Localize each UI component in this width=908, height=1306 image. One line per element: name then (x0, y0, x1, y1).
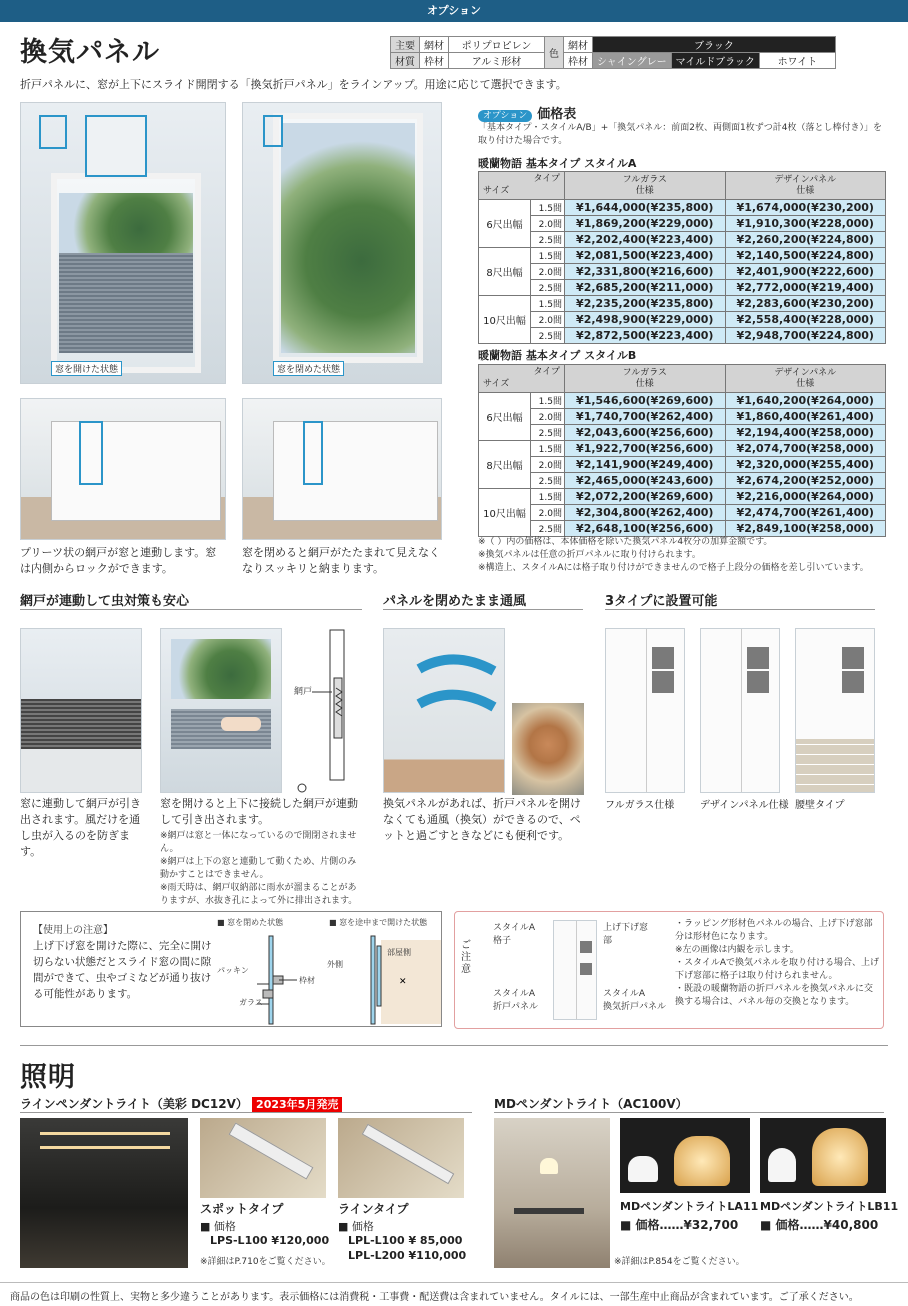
line-pendant-title-row (20, 1095, 472, 1113)
table-a-title: 暖蘭物語 基本タイプ スタイルA (478, 157, 637, 170)
frame-label: 枠材 (299, 976, 315, 985)
full-glass-price: ¥2,331,800(¥216,600) (565, 264, 726, 280)
spec-main: 主要 (391, 37, 420, 53)
net-note: ※網戸は窓と一体になっているので開閉されません。 (160, 831, 357, 854)
photo-spot-type (200, 1118, 326, 1198)
caution-a-fold: スタイルA 折戸パネル (493, 989, 539, 1012)
glass-label: ガラス (239, 998, 263, 1007)
md-pendant-title: MDペンダントライト（AC100V） (494, 1095, 884, 1113)
table-row (479, 489, 886, 505)
spec-net-material: ポリプロピレン (449, 37, 545, 53)
width-cell: 2.0間 (531, 505, 565, 521)
section-bar: オプション (0, 0, 908, 22)
full-glass-price: ¥2,648,100(¥256,600) (565, 521, 726, 537)
caution-note: ※左の画像は内観を示します。 (675, 945, 799, 955)
md-detail-note: ※詳細はP.854をご覧ください。 (614, 1257, 745, 1267)
caption-open: プリーツ状の網戸が窓と連動します。窓は内側からロックができます。 (20, 546, 217, 575)
design-panel-header: デザインパネル 仕様 (725, 365, 886, 393)
table-row (479, 441, 886, 457)
footnote: ※換気パネルは任意の折戸パネルに取り付けられます。 (478, 550, 701, 560)
width-cell: 2.5間 (531, 425, 565, 441)
line-pendant-title: ラインペンダントライト（美彩 DC12V） (20, 1097, 248, 1111)
caution-upper: 上げ下げ窓 部 (603, 923, 649, 946)
design-panel-price: ¥2,194,400(¥258,000) (725, 425, 886, 441)
photo-dog (512, 703, 584, 795)
table-row (479, 200, 886, 216)
line-price-label: ■ 価格 (338, 1220, 374, 1233)
table-row (479, 264, 886, 280)
caption-ventilation: 換気パネルがあれば、折戸パネルを開けなくても通風（換気）ができるので、ペットと過ごすときなどにも便利です。 (383, 797, 581, 842)
size-header: サイズ (483, 379, 510, 389)
width-cell: 1.5間 (531, 489, 565, 505)
width-cell: 2.0間 (531, 457, 565, 473)
width-cell: 1.5間 (531, 248, 565, 264)
photo-net-window (20, 628, 142, 793)
full-glass-header: フルガラス 仕様 (565, 365, 726, 393)
full-glass-price: ¥2,304,800(¥262,400) (565, 505, 726, 521)
photo-window-open (20, 102, 226, 384)
full-glass-price: ¥2,202,400(¥223,400) (565, 232, 726, 248)
full-glass-price: ¥2,072,200(¥269,600) (565, 489, 726, 505)
photo-sunroom-open (20, 398, 226, 540)
design-panel-price: ¥2,401,900(¥222,600) (725, 264, 886, 280)
full-glass-price: ¥2,465,000(¥243,600) (565, 473, 726, 489)
md-lb11-label: MDペンダントライトLB11 (760, 1200, 899, 1213)
table-row (479, 409, 886, 425)
table-row (479, 232, 886, 248)
line-type-label: ラインタイプ (338, 1202, 409, 1216)
divider (20, 1045, 888, 1046)
net-note: ※網戸は上下の窓と連動して動くため、片側のみ動かすことはできません。 (160, 857, 357, 880)
type-label-full: フルガラス仕様 (605, 800, 675, 811)
full-glass-price: ¥2,235,200(¥235,800) (565, 296, 726, 312)
width-cell: 2.0間 (531, 264, 565, 280)
md-la11-label: MDペンダントライトLA11 (620, 1200, 759, 1213)
footnote: ※構造上、スタイルAには格子取り付けができませんので格子上段分の価格を差し引いています。 (478, 563, 869, 573)
width-cell: 2.5間 (531, 521, 565, 537)
size-cell: 6尺出幅 (479, 393, 531, 441)
spec-net2: 網材 (564, 37, 593, 53)
size-header: サイズ (483, 186, 510, 196)
line-detail-note: ※詳細はP.710をご覧ください。 (200, 1257, 331, 1267)
caption-closed: 窓を閉めると網戸がたたまれて見えなくなりスッキリと納まります。 (242, 546, 440, 575)
feature-title-net: 網戸が連動して虫対策も安心 (20, 590, 362, 610)
table-row (479, 393, 886, 409)
price-table-a (478, 171, 886, 344)
design-panel-price: ¥2,772,000(¥219,400) (725, 280, 886, 296)
lighting-title: 照明 (20, 1062, 76, 1093)
table-row (479, 248, 886, 264)
photo-type-wainscot (795, 628, 875, 793)
price-footnotes (478, 536, 898, 575)
size-cell: 10尺出幅 (479, 489, 531, 537)
table-row (479, 521, 886, 537)
color-shine-gray: シャイングレー (593, 53, 672, 69)
spec-frame2: 枠材 (564, 53, 593, 69)
full-glass-price: ¥2,043,600(¥256,600) (565, 425, 726, 441)
spec-net: 網材 (420, 37, 449, 53)
net-section-diagram (292, 628, 362, 793)
md-lb11-price: ■ 価格……¥40,800 (760, 1218, 879, 1232)
design-panel-price: ¥1,674,000(¥230,200) (725, 200, 886, 216)
feature-title-types: 3タイプに設置可能 (605, 590, 875, 610)
photo-line-type (338, 1118, 464, 1198)
net-note: ※雨天時は、網戸収納部に雨水が溜まることがありますが、水抜き孔によって外に排出されます。 (160, 883, 358, 906)
width-cell: 2.5間 (531, 473, 565, 489)
caution-a-grid: スタイルA 格子 (493, 923, 535, 946)
width-cell: 2.5間 (531, 232, 565, 248)
spec-net-color: ブラック (593, 37, 836, 53)
design-panel-price: ¥1,910,300(¥228,000) (725, 216, 886, 232)
photo-type-design-panel (700, 628, 780, 793)
usage-note-box (20, 911, 442, 1027)
spot-price-label: ■ 価格 (200, 1220, 236, 1233)
caution-box (454, 911, 884, 1029)
md-la11-price: ■ 価格……¥32,700 (620, 1218, 739, 1232)
full-glass-price: ¥1,869,200(¥229,000) (565, 216, 726, 232)
width-cell: 1.5間 (531, 200, 565, 216)
caution-label: ご注意 (461, 940, 471, 975)
spot-type-label: スポットタイプ (200, 1202, 284, 1216)
full-glass-price: ¥1,740,700(¥262,400) (565, 409, 726, 425)
price-note: 「基本タイプ・スタイルA/B」+「換気パネル：前面2枚、両側面1枚ずつ計4枚（落とし棒付き）」を取り付けた場合です。 (478, 123, 882, 146)
type-header: タイプ (533, 367, 560, 377)
design-panel-price: ¥1,640,200(¥264,000) (725, 393, 886, 409)
caution-door-image (553, 920, 597, 1020)
svg-text:✕: ✕ (399, 977, 407, 987)
photo-line-pendant-room (20, 1118, 188, 1268)
spot-price: LPS-L100 ¥120,000 (210, 1234, 330, 1247)
diagram1-title: ■ 窓を閉めた状態 (217, 918, 284, 927)
footnote: ※（ ）内の価格は、本体価格を除いた換気パネル4枚分の加算金額です。 (478, 537, 773, 547)
table-row (479, 280, 886, 296)
table-row (479, 425, 886, 441)
type-label-design: デザインパネル仕様 (700, 800, 789, 811)
table-row (479, 328, 886, 344)
intro-text: 折戸パネルに、窓が上下にスライド開閉する「換気折戸パネル」をラインアップ。用途に応じて選択できます。 (20, 78, 567, 91)
table-row (479, 296, 886, 312)
design-panel-price: ¥2,474,700(¥261,400) (725, 505, 886, 521)
design-panel-price: ¥2,558,400(¥228,000) (725, 312, 886, 328)
size-cell: 6尺出幅 (479, 200, 531, 248)
spec-frame: 枠材 (420, 53, 449, 69)
design-panel-price: ¥1,860,400(¥261,400) (725, 409, 886, 425)
design-panel-price: ¥2,140,500(¥224,800) (725, 248, 886, 264)
caution-note: ・既設の暖蘭物語の折戸パネルを換気パネルに交換する場合は、パネル毎の交換となります。 (675, 984, 874, 1007)
width-cell: 1.5間 (531, 441, 565, 457)
design-panel-price: ¥2,283,600(¥230,200) (725, 296, 886, 312)
width-cell: 2.0間 (531, 216, 565, 232)
caution-notes (675, 918, 879, 1009)
spec-frame-material: アルミ形材 (449, 53, 545, 69)
price-title: 価格表 (537, 107, 577, 122)
closed-state-label: 窓を閉めた状態 (273, 361, 344, 376)
type-label-wainscot: 腰壁タイプ (795, 800, 845, 811)
width-cell: 2.5間 (531, 328, 565, 344)
type-header: タイプ (533, 174, 560, 184)
size-cell: 10尺出幅 (479, 296, 531, 344)
width-cell: 1.5間 (531, 393, 565, 409)
design-panel-price: ¥2,948,700(¥224,800) (725, 328, 886, 344)
open-state-label: 窓を開けた状態 (51, 361, 122, 376)
full-glass-price: ¥1,546,600(¥269,600) (565, 393, 726, 409)
net-notes (160, 830, 365, 908)
full-glass-price: ¥2,141,900(¥249,400) (565, 457, 726, 473)
photo-window-closed (242, 102, 442, 384)
width-cell: 1.5間 (531, 296, 565, 312)
caption-net-a: 窓に連動して網戸が引き出されます。風だけを通し虫が入るのを防ぎます。 (20, 797, 141, 858)
diagram2-title: ■ 窓を途中まで開けた状態 (329, 918, 428, 927)
caption-net-b: 窓を開けると上下に接続した網戸が連動して引き出されます。 (160, 797, 358, 826)
table-corner (479, 365, 565, 393)
design-panel-price: ¥2,074,700(¥258,000) (725, 441, 886, 457)
table-row (479, 457, 886, 473)
page-title: 換気パネル (20, 37, 160, 68)
line-price-2: LPL-L200 ¥110,000 (348, 1249, 467, 1262)
table-row (479, 216, 886, 232)
design-panel-header: デザインパネル 仕様 (725, 172, 886, 200)
size-cell: 8尺出幅 (479, 441, 531, 489)
caution-a-vent: スタイルA 換気折戸パネル (603, 989, 667, 1012)
spec-material: 材質 (391, 53, 420, 69)
table-corner (479, 172, 565, 200)
table-row (479, 312, 886, 328)
photo-sunroom-closed (242, 398, 442, 540)
design-panel-price: ¥2,216,000(¥264,000) (725, 489, 886, 505)
design-panel-price: ¥2,674,200(¥252,000) (725, 473, 886, 489)
table-row (479, 505, 886, 521)
table-row (479, 473, 886, 489)
price-table-b (478, 364, 886, 537)
footer-note: 商品の色は印刷の性質上、実物と多少違うことがあります。表示価格には消費税・工事費・配送費は含まれていません。タイルには、一部生産中止商品が含まれています。ご了承ください。 (10, 1292, 859, 1303)
width-cell: 2.0間 (531, 312, 565, 328)
price-header (478, 103, 576, 122)
size-cell: 8尺出幅 (479, 248, 531, 296)
photo-md-lb11 (760, 1118, 886, 1193)
outside-label: 外側 (327, 960, 343, 969)
design-panel-price: ¥2,849,100(¥258,000) (725, 521, 886, 537)
option-badge: オプション (478, 110, 532, 122)
design-panel-price: ¥2,260,200(¥224,800) (725, 232, 886, 248)
full-glass-price: ¥2,081,500(¥223,400) (565, 248, 726, 264)
width-cell: 2.0間 (531, 409, 565, 425)
full-glass-price: ¥2,685,200(¥211,000) (565, 280, 726, 296)
footer-divider (0, 1282, 908, 1283)
photo-ventilation (383, 628, 505, 793)
net-label: 網戸 (294, 687, 313, 697)
caution-note: ・スタイルAで換気パネルを取り付ける場合、上げ下げ窓部に格子は取り付けられません。 (675, 958, 879, 981)
photo-md-room (494, 1118, 610, 1268)
release-badge: 2023年5月発売 (252, 1097, 342, 1112)
width-cell: 2.5間 (531, 280, 565, 296)
caution-note: ・ラッピング形材色パネルの場合、上げ下げ窓部分は形材色になります。 (675, 919, 873, 942)
design-panel-price: ¥2,320,000(¥255,400) (725, 457, 886, 473)
photo-net-hand (160, 628, 282, 793)
full-glass-price: ¥1,644,000(¥235,800) (565, 200, 726, 216)
color-mild-black: マイルドブラック (671, 53, 759, 69)
photo-type-full-glass (605, 628, 685, 793)
spec-table (390, 36, 836, 69)
usage-text: 上げ下げ窓を開けた際に、完全に開け切らない状態だとスライド窓の間に隙間ができて、虫やゴミなどが通り抜ける可能性があります。 (33, 940, 212, 1000)
full-glass-price: ¥1,922,700(¥256,600) (565, 441, 726, 457)
room-label: 部屋側 (387, 948, 411, 957)
color-white: ホワイト (759, 53, 835, 69)
full-glass-price: ¥2,872,500(¥223,400) (565, 328, 726, 344)
usage-title: 【使用上の注意】 (33, 925, 113, 936)
table-b-title: 暖蘭物語 基本タイプ スタイルB (478, 349, 637, 362)
photo-md-la11 (620, 1118, 750, 1193)
line-price-1: LPL-L100 ¥ 85,000 (348, 1234, 463, 1247)
full-glass-price: ¥2,498,900(¥229,000) (565, 312, 726, 328)
spec-color-label: 色 (545, 37, 564, 69)
full-glass-header: フルガラス 仕様 (565, 172, 726, 200)
feature-title-ventilation: パネルを閉めたまま通風 (383, 590, 583, 610)
packing-label: パッキン (217, 966, 249, 975)
